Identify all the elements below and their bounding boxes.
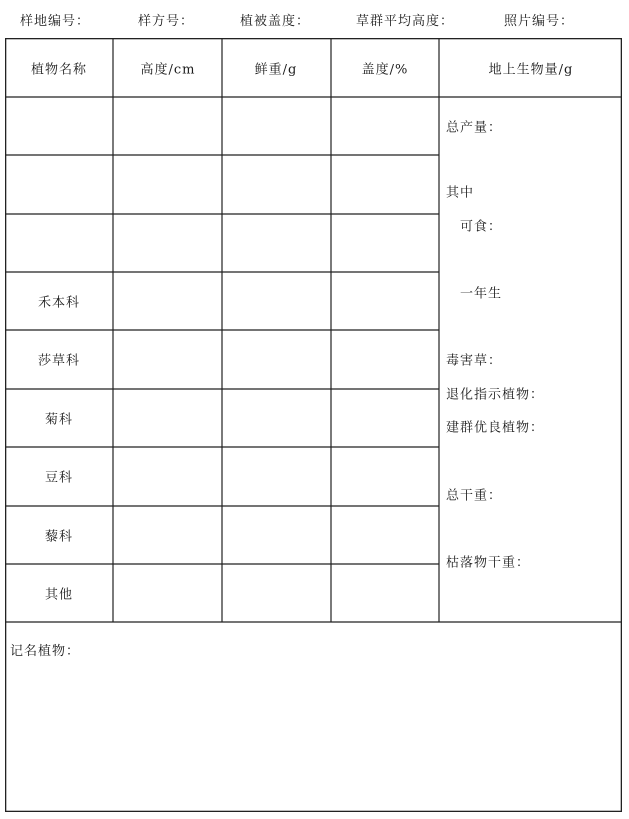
quadrat-id-label: 样方号：	[138, 14, 195, 29]
row-label-chenopodiaceae: 藜科	[44, 529, 74, 545]
total-yield-label: 总产量：	[446, 120, 503, 136]
col-header-coverage: 盖度/%	[361, 62, 409, 78]
total-dry-weight-label: 总干重：	[446, 488, 503, 504]
avg-height-label: 草群平均高度：	[356, 14, 455, 29]
row-label-leguminosae: 豆科	[44, 470, 74, 486]
annual-label: 一年生	[460, 286, 503, 302]
col-header-biomass: 地上生物量/g	[488, 62, 574, 78]
coverage-label: 植被盖度：	[240, 14, 311, 29]
of-which-label: 其中	[446, 185, 475, 201]
row-label-others: 其他	[44, 587, 74, 603]
row-label-compositae: 菊科	[44, 412, 74, 428]
col-header-height: 高度/cm	[140, 62, 196, 78]
degradation-indicator-label: 退化指示植物：	[446, 387, 545, 403]
litter-dry-weight-label: 枯落物干重：	[446, 555, 531, 571]
col-header-fresh-weight: 鲜重/g	[254, 62, 298, 78]
toxic-grass-label: 毒害草：	[446, 353, 503, 369]
row-label-cyperaceae: 莎草科	[37, 353, 81, 369]
plot-id-label: 样地编号：	[20, 14, 91, 29]
named-plants-label: 记名植物：	[10, 644, 81, 659]
constructive-plant-label: 建群优良植物：	[446, 420, 545, 436]
edible-label: 可食：	[460, 219, 503, 235]
col-header-plant-name: 植物名称	[30, 62, 88, 78]
photo-id-label: 照片编号：	[504, 14, 575, 29]
row-label-gramineae: 禾本科	[37, 295, 81, 311]
